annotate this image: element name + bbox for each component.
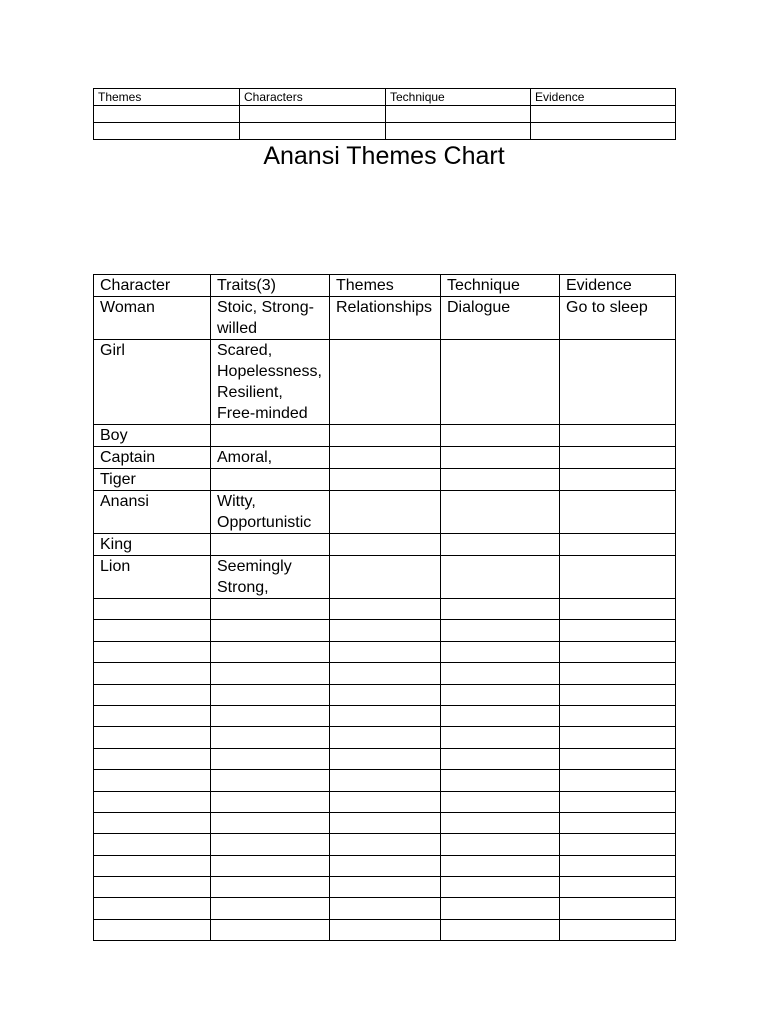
cell-evidence <box>560 898 676 919</box>
anansi-themes-table <box>93 274 676 941</box>
cell-traits: Amoral, <box>211 447 330 469</box>
cell-evidence <box>560 620 676 641</box>
table-row <box>94 556 676 599</box>
cell-traits <box>211 534 330 556</box>
cell-traits <box>211 791 330 812</box>
cell-themes <box>330 425 441 447</box>
small-table-cell <box>386 123 531 140</box>
cell-technique <box>441 705 560 726</box>
cell-themes <box>330 877 441 898</box>
table-row <box>94 834 676 855</box>
table-row <box>94 297 676 340</box>
cell-evidence <box>560 791 676 812</box>
cell-traits <box>211 425 330 447</box>
table-row <box>94 748 676 769</box>
small-table-header-row <box>94 89 676 106</box>
cell-character <box>94 770 211 791</box>
cell-character <box>94 727 211 748</box>
header-traits: Traits(3) <box>211 275 330 297</box>
cell-themes <box>330 791 441 812</box>
cell-themes <box>330 919 441 940</box>
table-row <box>94 469 676 491</box>
cell-character <box>94 663 211 684</box>
cell-technique <box>441 684 560 705</box>
table-row <box>94 491 676 534</box>
cell-evidence <box>560 748 676 769</box>
cell-themes <box>330 534 441 556</box>
table-row <box>94 919 676 940</box>
small-table-cell <box>531 123 676 140</box>
cell-evidence <box>560 812 676 833</box>
cell-technique: Dialogue <box>441 297 560 340</box>
cell-technique <box>441 812 560 833</box>
cell-character <box>94 684 211 705</box>
cell-character: Captain <box>94 447 211 469</box>
cell-themes <box>330 727 441 748</box>
table-row <box>94 791 676 812</box>
cell-traits <box>211 727 330 748</box>
cell-technique <box>441 834 560 855</box>
cell-traits: Witty, Opportunistic <box>211 491 330 534</box>
cell-technique <box>441 877 560 898</box>
cell-character <box>94 898 211 919</box>
cell-traits <box>211 898 330 919</box>
table-row <box>94 684 676 705</box>
cell-traits: Stoic, Strong- willed <box>211 297 330 340</box>
cell-technique <box>441 770 560 791</box>
cell-evidence <box>560 469 676 491</box>
cell-themes <box>330 491 441 534</box>
cell-traits <box>211 599 330 620</box>
small-table-cell <box>94 123 240 140</box>
table-row <box>94 705 676 726</box>
cell-evidence <box>560 641 676 662</box>
cell-evidence <box>560 855 676 876</box>
cell-character: Boy <box>94 425 211 447</box>
table-row <box>94 620 676 641</box>
cell-traits <box>211 620 330 641</box>
cell-themes <box>330 620 441 641</box>
cell-technique <box>441 340 560 425</box>
small-table-cell <box>240 106 386 123</box>
cell-themes <box>330 641 441 662</box>
header-technique: Technique <box>441 275 560 297</box>
cell-traits <box>211 770 330 791</box>
cell-evidence <box>560 556 676 599</box>
cell-evidence <box>560 834 676 855</box>
cell-evidence <box>560 534 676 556</box>
cell-traits <box>211 705 330 726</box>
header-themes: Themes <box>330 275 441 297</box>
cell-technique <box>441 491 560 534</box>
cell-character <box>94 705 211 726</box>
small-table-cell <box>531 106 676 123</box>
cell-character: Anansi <box>94 491 211 534</box>
header-character: Character <box>94 275 211 297</box>
cell-traits <box>211 684 330 705</box>
cell-themes <box>330 556 441 599</box>
cell-themes <box>330 447 441 469</box>
table-row <box>94 727 676 748</box>
cell-technique <box>441 556 560 599</box>
table-row <box>94 641 676 662</box>
cell-themes <box>330 469 441 491</box>
cell-themes <box>330 834 441 855</box>
cell-character: Girl <box>94 340 211 425</box>
cell-technique <box>441 425 560 447</box>
cell-themes <box>330 770 441 791</box>
cell-character <box>94 834 211 855</box>
cell-character <box>94 919 211 940</box>
cell-technique <box>441 898 560 919</box>
page-title: Anansi Themes Chart <box>263 142 505 170</box>
cell-themes <box>330 684 441 705</box>
cell-themes <box>330 599 441 620</box>
small-table-row <box>94 123 676 140</box>
cell-character <box>94 791 211 812</box>
table-row <box>94 447 676 469</box>
cell-themes: Relationships <box>330 297 441 340</box>
cell-evidence <box>560 919 676 940</box>
small-table-row <box>94 106 676 123</box>
cell-evidence <box>560 447 676 469</box>
cell-character <box>94 641 211 662</box>
cell-character: King <box>94 534 211 556</box>
cell-technique <box>441 748 560 769</box>
cell-evidence <box>560 663 676 684</box>
cell-technique <box>441 641 560 662</box>
cell-character: Tiger <box>94 469 211 491</box>
cell-technique <box>441 620 560 641</box>
small-table-header-cell: Technique <box>386 89 531 106</box>
cell-character <box>94 620 211 641</box>
cell-character: Lion <box>94 556 211 599</box>
small-table-header-cell: Themes <box>94 89 240 106</box>
cell-traits <box>211 748 330 769</box>
cell-evidence <box>560 877 676 898</box>
cell-themes <box>330 812 441 833</box>
table-row <box>94 340 676 425</box>
cell-character <box>94 812 211 833</box>
table-row <box>94 877 676 898</box>
cell-evidence: Go to sleep <box>560 297 676 340</box>
cell-technique <box>441 599 560 620</box>
cell-themes <box>330 748 441 769</box>
cell-character <box>94 877 211 898</box>
cell-traits <box>211 919 330 940</box>
cell-traits <box>211 855 330 876</box>
cell-evidence <box>560 727 676 748</box>
small-table-cell <box>240 123 386 140</box>
cell-evidence <box>560 340 676 425</box>
cell-technique <box>441 663 560 684</box>
cell-traits <box>211 469 330 491</box>
small-table-header-cell: Evidence <box>531 89 676 106</box>
cell-technique <box>441 727 560 748</box>
cell-traits <box>211 834 330 855</box>
cell-traits <box>211 812 330 833</box>
table-row <box>94 855 676 876</box>
cell-traits <box>211 641 330 662</box>
cell-technique <box>441 791 560 812</box>
table-row <box>94 663 676 684</box>
cell-character <box>94 855 211 876</box>
cell-themes <box>330 663 441 684</box>
cell-technique <box>441 469 560 491</box>
cell-traits: Scared, Hopelessness, Resilient, Free-minded <box>211 340 330 425</box>
cell-character: Woman <box>94 297 211 340</box>
cell-evidence <box>560 599 676 620</box>
main-table-body <box>94 297 676 941</box>
small-themes-table <box>93 88 676 140</box>
small-table-cell <box>386 106 531 123</box>
cell-traits <box>211 663 330 684</box>
table-row <box>94 898 676 919</box>
cell-traits <box>211 877 330 898</box>
cell-character <box>94 599 211 620</box>
cell-evidence <box>560 491 676 534</box>
table-row <box>94 599 676 620</box>
cell-evidence <box>560 684 676 705</box>
cell-technique <box>441 534 560 556</box>
cell-evidence <box>560 705 676 726</box>
small-table-cell <box>94 106 240 123</box>
cell-evidence <box>560 770 676 791</box>
cell-traits: Seemingly Strong, <box>211 556 330 599</box>
main-table-header-row <box>94 275 676 297</box>
cell-character <box>94 748 211 769</box>
header-evidence: Evidence <box>560 275 676 297</box>
cell-themes <box>330 898 441 919</box>
table-row <box>94 812 676 833</box>
cell-themes <box>330 855 441 876</box>
small-table-header-cell: Characters <box>240 89 386 106</box>
table-row <box>94 770 676 791</box>
table-row <box>94 425 676 447</box>
cell-themes <box>330 340 441 425</box>
cell-technique <box>441 919 560 940</box>
cell-evidence <box>560 425 676 447</box>
cell-themes <box>330 705 441 726</box>
cell-technique <box>441 447 560 469</box>
cell-technique <box>441 855 560 876</box>
table-row <box>94 534 676 556</box>
